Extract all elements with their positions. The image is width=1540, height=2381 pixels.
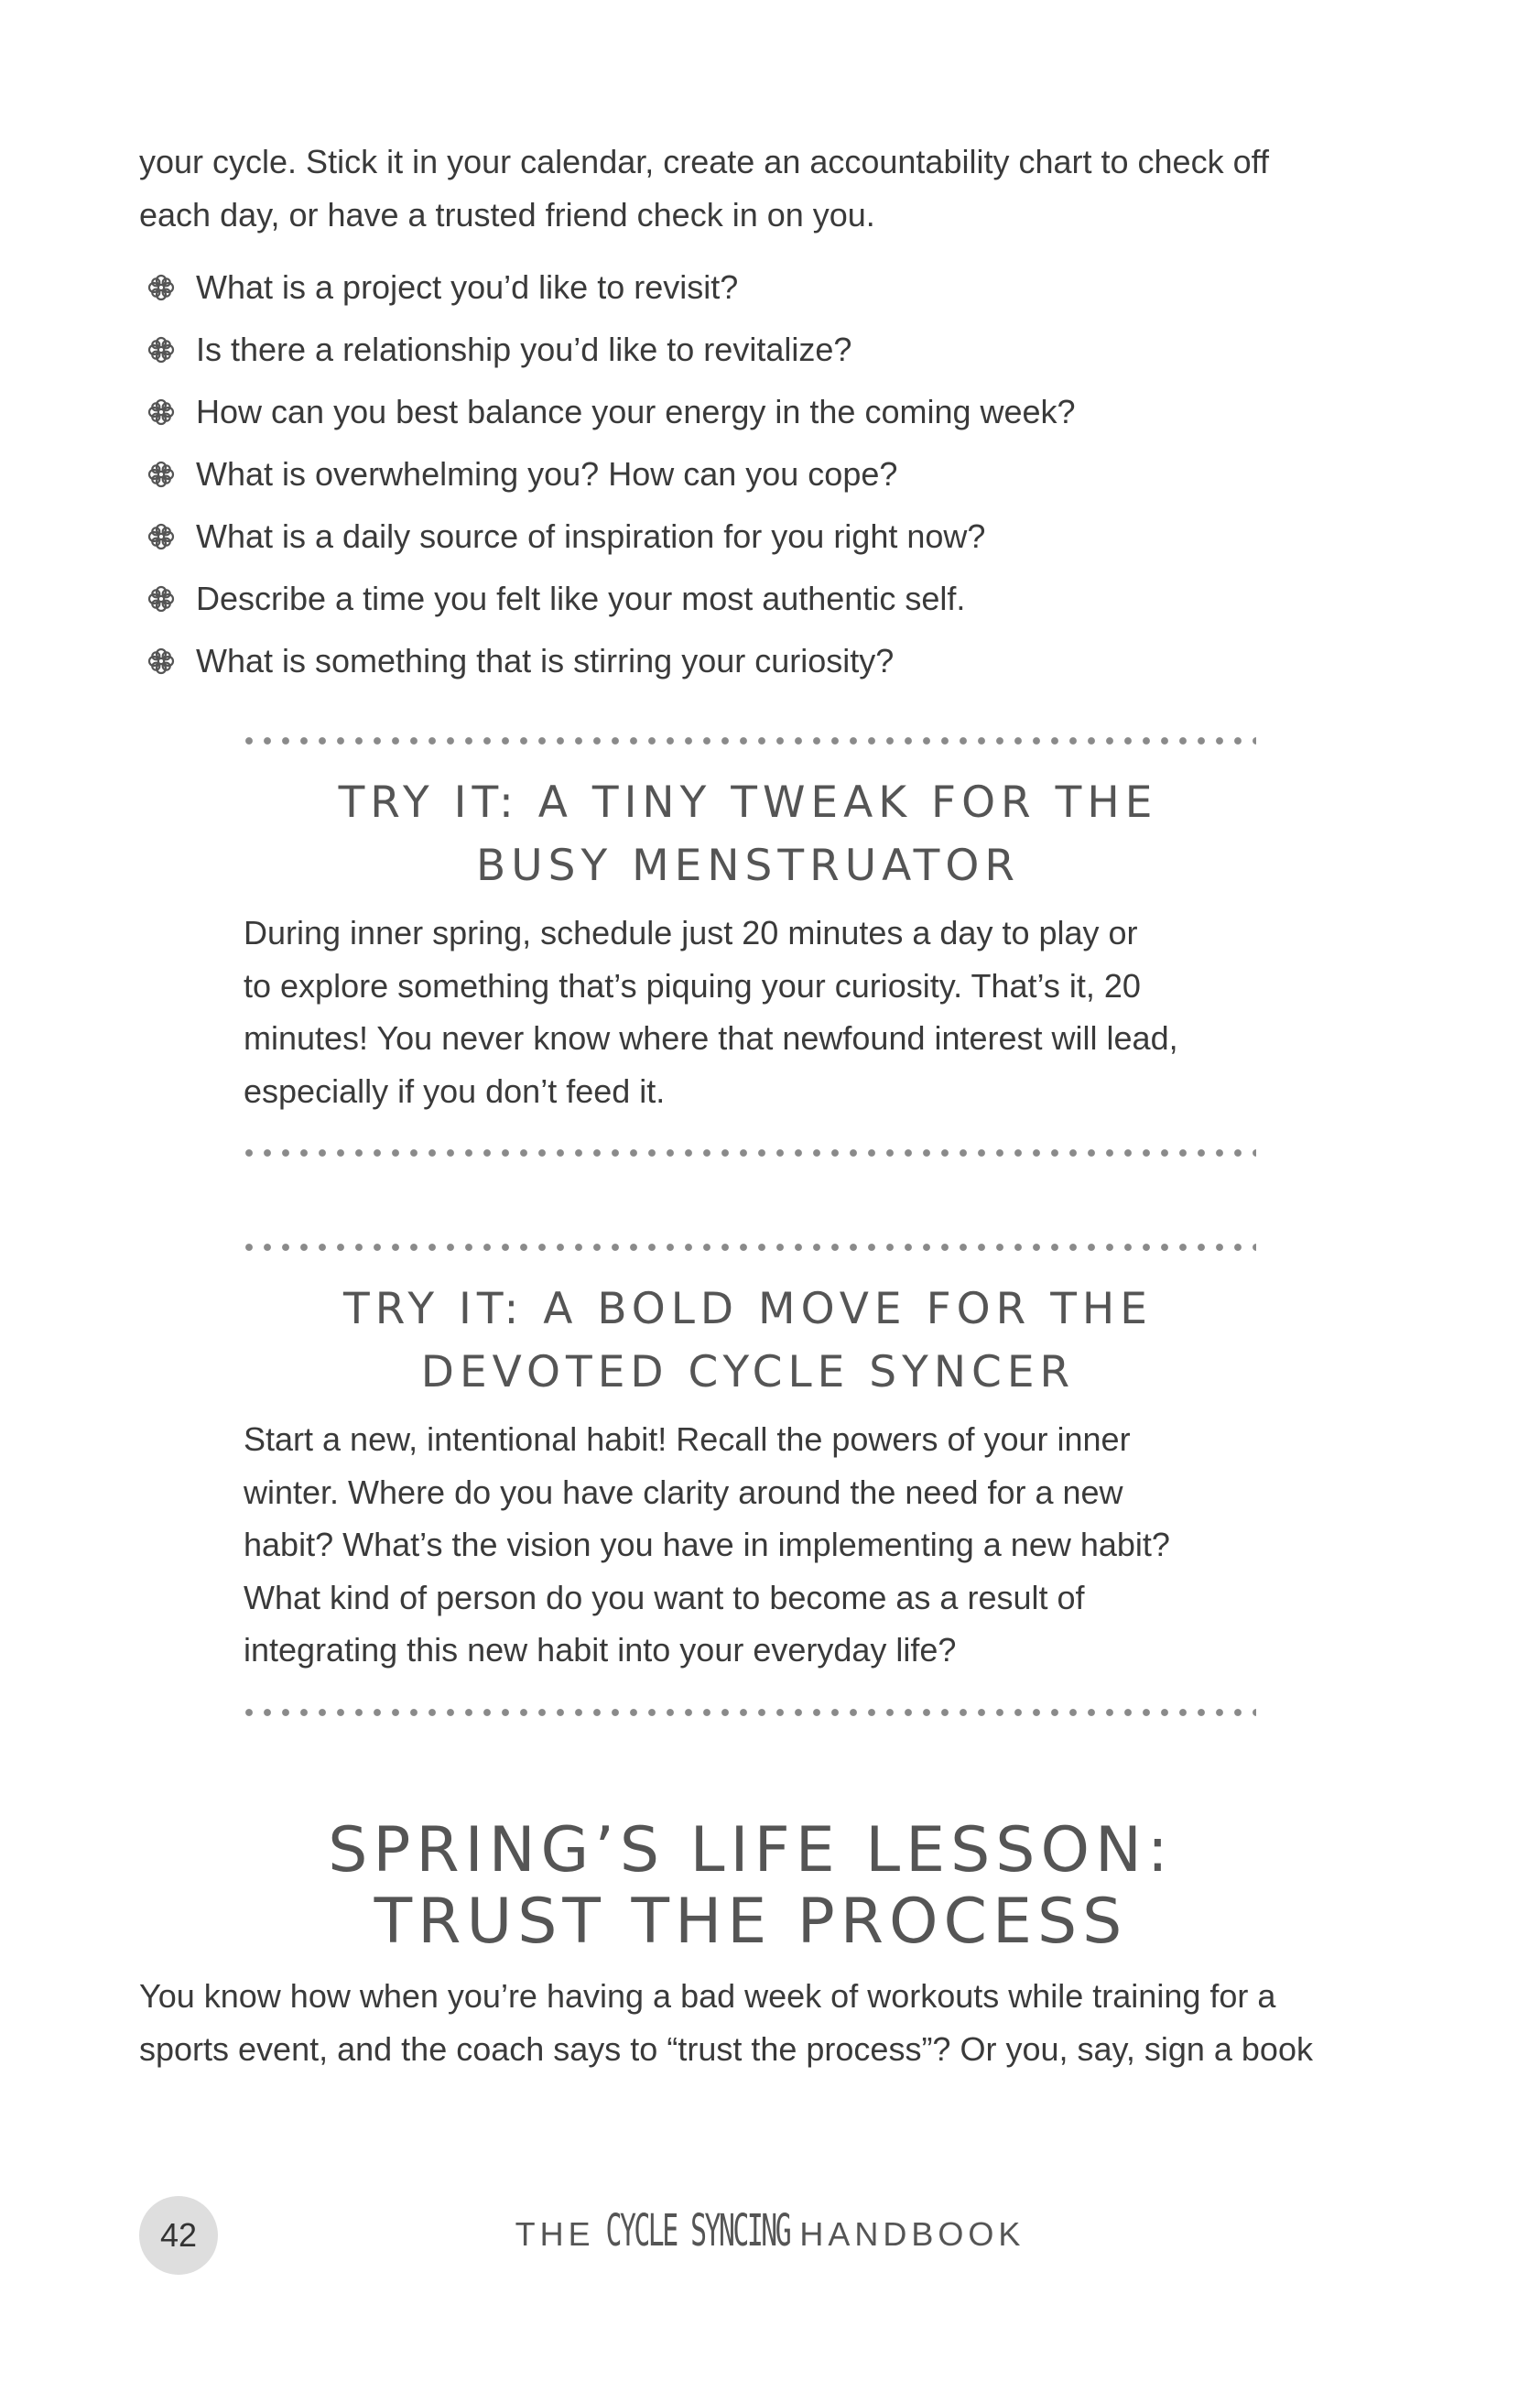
bold-move-title [240, 1277, 1256, 1404]
lesson-line-1: You know how when you’re having a bad week of workouts while training for a [139, 1977, 1276, 2015]
bold-move-line: winter. Where do you have clarity around the need for a new [244, 1473, 1123, 1511]
list-item-text: What is a project you’d like to revisit? [196, 268, 739, 306]
tiny-tweak-body [244, 907, 1256, 1117]
lesson-heading-line-2: TRUST THE PROCESS [374, 1886, 1128, 1958]
lesson-heading-line-1: SPRING’S LIFE LESSON: [328, 1814, 1174, 1886]
list-item [146, 319, 1337, 381]
list-item [146, 443, 1337, 506]
tiny-tweak-title [240, 771, 1256, 897]
running-title [0, 2205, 1540, 2256]
flower-icon [146, 335, 176, 364]
running-title-cycle-syncing: CYCLE SYNCING [605, 2205, 789, 2256]
dotted-divider-top [240, 736, 1256, 745]
list-item-text: How can you best balance your energy in the coming week? [196, 393, 1076, 430]
list-item-text: What is overwhelming you? How can you cope? [196, 455, 898, 493]
dotted-divider-bottom [240, 1708, 1256, 1717]
list-item-text: Describe a time you felt like your most authentic self. [196, 580, 966, 617]
bold-move-body [244, 1413, 1256, 1677]
bold-move-line: What kind of person do you want to become as a result of [244, 1578, 1085, 1616]
flower-icon [146, 522, 176, 551]
tiny-tweak-title-line-1: TRY IT: A TINY TWEAK FOR THE [338, 777, 1158, 828]
page-footer [0, 2180, 1540, 2289]
running-title-the: THE [515, 2215, 595, 2253]
flower-icon [146, 273, 176, 302]
flower-icon [146, 460, 176, 489]
intro-line-1: your cycle. Stick it in your calendar, create an accountability chart to check off [139, 143, 1269, 180]
tiny-tweak-box [240, 736, 1256, 1158]
dotted-divider-bottom [240, 1148, 1256, 1158]
bold-move-title-line-1: TRY IT: A BOLD MOVE FOR THE [343, 1284, 1153, 1334]
bold-move-box [240, 1243, 1256, 1717]
tiny-tweak-line: During inner spring, schedule just 20 minutes a day to play or [244, 914, 1138, 951]
lesson-line-2: sports event, and the coach says to “trust the process”? Or you, say, sign a book [139, 2030, 1313, 2068]
list-item [146, 381, 1337, 443]
list-item-text: What is something that is stirring your curiosity? [196, 642, 895, 680]
tiny-tweak-line: especially if you don’t feed it. [244, 1071, 666, 1110]
dotted-divider-top [240, 1243, 1256, 1252]
tiny-tweak-line: minutes! You never know where that newfound interest will lead, [244, 1019, 1178, 1057]
list-item [146, 256, 1337, 319]
tiny-tweak-line: to explore something that’s piquing your curiosity. That’s it, 20 [244, 966, 1141, 1005]
bold-move-line: habit? What’s the vision you have in implementing a new habit? [244, 1526, 1170, 1563]
intro-paragraph [139, 136, 1366, 242]
bold-move-line: Start a new, intentional habit! Recall the powers of your inner [244, 1420, 1131, 1458]
flower-icon [146, 647, 176, 676]
bold-move-line: integrating this new habit into your everyday life? [244, 1631, 957, 1669]
lesson-heading [146, 1815, 1355, 1958]
prompt-list [146, 256, 1337, 692]
list-item [146, 568, 1337, 630]
bold-move-title-line-2: DEVOTED CYCLE SYNCER [420, 1347, 1076, 1397]
list-item-text: What is a daily source of inspiration for you right now? [196, 517, 986, 555]
flower-icon [146, 584, 176, 614]
intro-line-2: each day, or have a trusted friend check in on you. [139, 196, 875, 234]
lesson-paragraph [139, 1970, 1366, 2076]
list-item [146, 506, 1337, 568]
tiny-tweak-title-line-2: BUSY MENSTRUATOR [476, 841, 1020, 891]
list-item-text: Is there a relationship you’d like to revitalize? [196, 331, 852, 368]
page-number-badge: 42 [139, 2196, 218, 2275]
flower-icon [146, 397, 176, 427]
running-title-handbook: HANDBOOK [799, 2215, 1025, 2253]
list-item [146, 630, 1337, 692]
